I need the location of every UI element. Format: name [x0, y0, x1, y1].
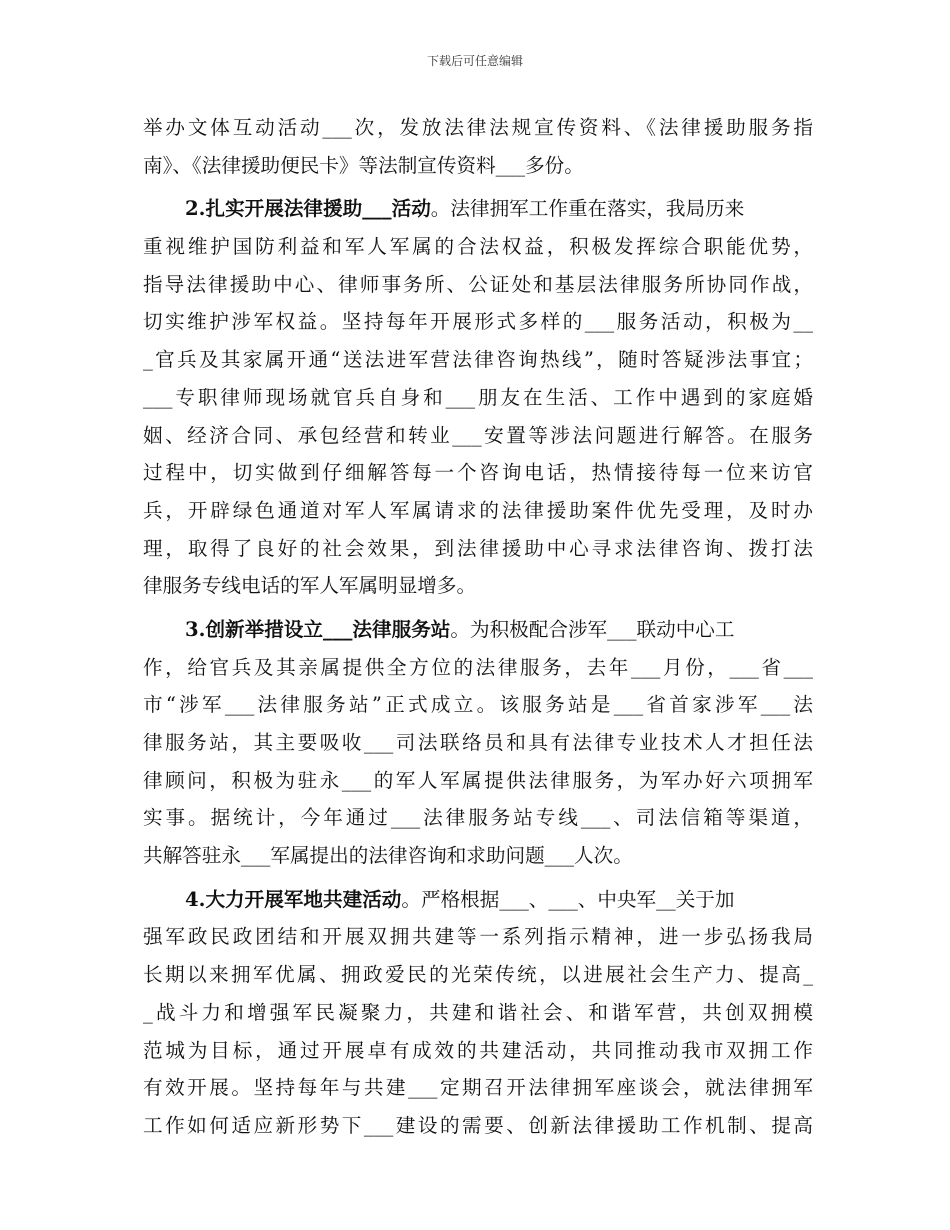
paragraph — [143, 881, 813, 1145]
paragraph — [143, 109, 813, 184]
paragraph — [143, 611, 813, 875]
page-header: 下载后可任意编辑 — [426, 54, 523, 68]
text-line: ___专职律师现场就官兵自身和___朋友在生活、工作中遇到的家庭婚 — [143, 385, 813, 409]
text-line: 姻、经济合同、承包经营和转业___安置等涉法问题进行解答。在服务 — [143, 423, 813, 447]
text-line: 共解答驻永___军属提出的法律咨询和求助问题___人次。 — [143, 844, 633, 868]
text-line: 强军政民政团结和开展双拥共建等一系列指示精神，进一步弘扬我局 — [143, 925, 813, 949]
text-line: 律服务站，其主要吸收___司法联络员和具有法律专业技术人才担任法 — [143, 731, 813, 754]
text-line: 南》、《法律援助便民卡》等法制宣传资料___多份。 — [143, 153, 584, 177]
text-line: 指导法律援助中心、律师事务所、公证处和基层法律服务所协同作战， — [143, 272, 813, 296]
text-line: _战斗力和增强军民凝聚力，共建和谐社会、和谐军营，共创双拥模 — [143, 1000, 813, 1024]
text-line: 律顾问，积极为驻永___的军人军属提供法律服务，为军办好六项拥军 — [143, 768, 813, 792]
document-body — [143, 109, 813, 1145]
text-line: 兵，开辟绿色通道对军人军属请求的法律援助案件优先受理，及时办 — [143, 498, 813, 522]
text-line: 作，给官兵及其亲属提供全方位的法律服务，去年___月份，___省___ — [143, 655, 813, 679]
text-line — [143, 881, 813, 919]
text-line: 举办文体互动活动___次，发放法律法规宣传资料、《法律援助服务指 — [143, 116, 813, 139]
text-run: 。为积极配合涉军___联动中心工 — [450, 617, 735, 641]
text-line: 切实维护涉军权益。坚持每年开展形式多样的___服务活动，积极为__ — [143, 310, 813, 334]
text-line: 理，取得了良好的社会效果，到法律援助中心寻求法律咨询、拨打法 — [143, 536, 813, 560]
text-line: 长期以来拥军优属、拥政爱民的光荣传统，以进展社会生产力、提高_ — [143, 963, 813, 987]
text-run: 。严格根据___、___、中央军__关于加 — [401, 887, 735, 911]
text-line: 实事。据统计，今年通过___法律服务站专线___、司法信箱等渠道， — [143, 806, 813, 830]
text-run: 。法律拥军工作重在落实，我局历来 — [430, 197, 745, 221]
text-line: _官兵及其家属开通“送法进军营法律咨询热线”，随时答疑涉法事宜； — [143, 348, 813, 372]
section-heading: 2.扎实开展法律援助___活动 — [185, 197, 431, 221]
paragraph — [143, 190, 813, 605]
text-line: 范城为目标，通过开展卓有成效的共建活动，共同推动我市双拥工作 — [143, 1038, 813, 1062]
text-line: 有效开展。坚持每年与共建___定期召开法律拥军座谈会，就法律拥军 — [143, 1076, 813, 1100]
section-heading: 4.大力开展军地共建活动 — [185, 887, 402, 911]
section-heading: 3.创新举措设立___法律服务站 — [185, 617, 451, 641]
text-line: 市“涉军___法律服务站”正式成立。该服务站是___省首家涉军___法 — [143, 693, 813, 717]
text-line: 工作如何适应新形势下___建设的需要、创新法律援助工作机制、提高 — [143, 1113, 813, 1137]
text-line: 过程中，切实做到仔细解答每一个咨询电话，热情接待每一位来访官 — [143, 461, 813, 485]
text-line — [143, 190, 813, 228]
text-line: 律服务专线电话的军人军属明显增多。 — [143, 574, 477, 598]
text-line — [143, 611, 813, 649]
text-line: 重视维护国防利益和军人军属的合法权益，积极发挥综合职能优势， — [143, 235, 813, 259]
